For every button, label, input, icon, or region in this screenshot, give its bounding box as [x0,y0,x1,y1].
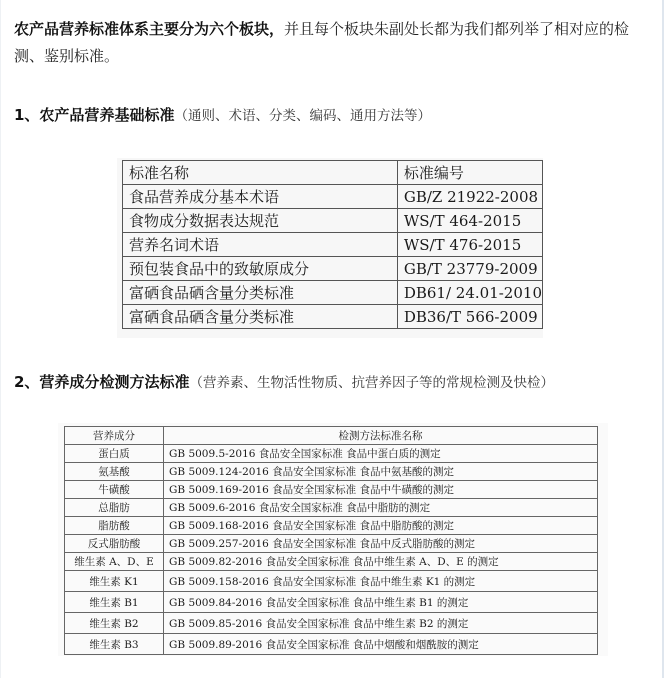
method-standard-cell: 检测方法标准名称 [164,427,598,445]
testing-methods-table-image [58,423,608,656]
nutrient-cell: 维生素 B3 [65,634,164,655]
table-row [65,613,598,634]
nutrient-cell: 脂肪酸 [65,517,164,535]
table-row [123,305,543,329]
nutrient-cell: 维生素 B1 [65,592,164,613]
standard-number-cell: WS/T 476-2015 [397,233,542,257]
testing-methods-table [64,426,598,655]
section-1-note: （通则、术语、分类、编码、通用方法等） [174,108,431,124]
nutrient-cell: 氨基酸 [65,463,164,481]
nutrient-cell: 总脂肪 [65,499,164,517]
table-header-row [123,161,543,185]
standard-name-cell: 富硒食品硒含量分类标准 [123,305,398,329]
nutrient-cell: 维生素 K1 [65,571,164,592]
table-row [65,463,598,481]
method-standard-cell: GB 5009.257-2016 食品安全国家标准 食品中反式脂肪酸的测定 [164,535,598,553]
table-row [123,281,543,305]
nutrient-cell: 维生素 A、D、E [65,553,164,571]
standard-name-cell: 富硒食品硒含量分类标准 [123,281,398,305]
standard-number-cell: GB/T 23779-2009 [397,257,542,281]
intro-paragraph [14,16,650,70]
table-row [123,257,543,281]
table-row [123,209,543,233]
method-standard-cell: GB 5009.89-2016 食品安全国家标准 食品中烟酸和烟酰胺的测定 [164,634,598,655]
intro-rest: 并且每个板块朱副处长都为我们都列举了相对应的检测、鉴别标准。 [14,20,630,65]
table-row [65,445,598,463]
standard-name-cell: 标准名称 [123,161,398,185]
nutrient-cell: 蛋白质 [65,445,164,463]
section-2-heading [14,371,554,394]
table-row [65,481,598,499]
method-standard-cell: GB 5009.6-2016 食品安全国家标准 食品中脂肪的测定 [164,499,598,517]
method-standard-cell: GB 5009.85-2016 食品安全国家标准 食品中维生素 B2 的测定 [164,613,598,634]
standard-number-cell: DB36/T 566-2009 [397,305,542,329]
nutrient-cell: 营养成分 [65,427,164,445]
basic-standards-table-image [117,158,543,338]
section-1-title: 1、农产品营养基础标准 [14,106,175,124]
method-standard-cell: GB 5009.5-2016 食品安全国家标准 食品中蛋白质的测定 [164,445,598,463]
nutrient-cell: 牛磺酸 [65,481,164,499]
method-standard-cell: GB 5009.168-2016 食品安全国家标准 食品中脂肪酸的测定 [164,517,598,535]
nutrient-cell: 反式脂肪酸 [65,535,164,553]
standard-number-cell: 标准编号 [397,161,542,185]
section-2-title: 2、营养成分检测方法标准 [14,373,190,391]
standard-number-cell: GB/Z 21922-2008 [397,185,542,209]
standard-number-cell: DB61/ 24.01-2010 [397,281,542,305]
section-1-heading [14,104,431,127]
table-row [65,535,598,553]
method-standard-cell: GB 5009.84-2016 食品安全国家标准 食品中维生素 B1 的测定 [164,592,598,613]
method-standard-cell: GB 5009.124-2016 食品安全国家标准 食品中氨基酸的测定 [164,463,598,481]
method-standard-cell: GB 5009.169-2016 食品安全国家标准 食品中牛磺酸的测定 [164,481,598,499]
nutrient-cell: 维生素 B2 [65,613,164,634]
table-header-row [65,427,598,445]
table-row [123,233,543,257]
standard-name-cell: 营养名词术语 [123,233,398,257]
table-row [65,592,598,613]
table-row [65,571,598,592]
basic-standards-table [122,160,543,329]
standard-name-cell: 食物成分数据表达规范 [123,209,398,233]
table-row [65,553,598,571]
standard-number-cell: WS/T 464-2015 [397,209,542,233]
method-standard-cell: GB 5009.158-2016 食品安全国家标准 食品中维生素 K1 的测定 [164,571,598,592]
table-row [65,634,598,655]
table-row [123,185,543,209]
method-standard-cell: GB 5009.82-2016 食品安全国家标准 食品中维生素 A、D、E 的测定 [164,553,598,571]
standard-name-cell: 预包装食品中的致敏原成分 [123,257,398,281]
table-row [65,499,598,517]
page-border-left [0,0,1,678]
section-2-note: （营养素、生物活性物质、抗营养因子等的常规检测及快检） [189,375,554,391]
table-row [65,517,598,535]
standard-name-cell: 食品营养成分基本术语 [123,185,398,209]
intro-bold: 农产品营养标准体系主要分为六个板块， [14,20,285,38]
